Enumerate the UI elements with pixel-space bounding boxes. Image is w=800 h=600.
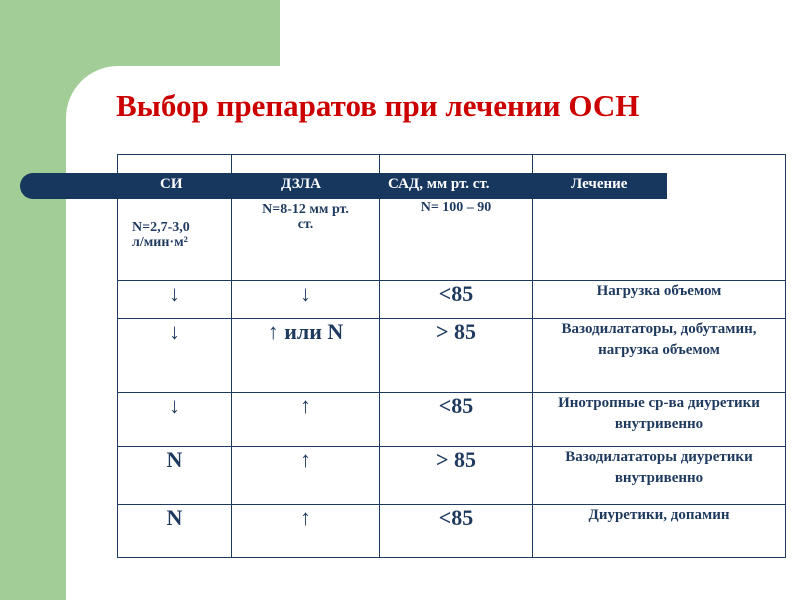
table-row: [118, 505, 786, 558]
table-row: [118, 281, 786, 319]
sad-norm: N= 100 – 90: [420, 200, 492, 215]
cell-sad: <85: [380, 393, 533, 447]
cell-sad: <85: [380, 505, 533, 558]
cell-dzla: ↓: [232, 281, 380, 319]
dzla-norm-line1: N=8-12 мм рт.: [262, 202, 349, 217]
si-norm-line1: N=2,7-3,0: [132, 220, 190, 235]
table-row: [118, 393, 786, 447]
cell-si: N: [118, 505, 232, 558]
cell-dzla: ↑: [232, 505, 380, 558]
header-label-dzla: ДЗЛА: [281, 176, 321, 192]
cell-si: ↓: [118, 393, 232, 447]
si-norm-line2: л/мин·м²: [132, 234, 188, 250]
table-row: [118, 447, 786, 505]
cell-sad: > 85: [380, 319, 533, 393]
cell-treatment: Вазодилататоры, добутамин, нагрузка объемом: [533, 319, 786, 393]
cell-treatment: Диуретики, допамин: [533, 505, 786, 558]
cell-sad: > 85: [380, 447, 533, 505]
cell-treatment: Нагрузка объемом: [533, 281, 786, 319]
cell-dzla: ↑ или N: [232, 319, 380, 393]
page-title: Выбор препаратов при лечении ОСН: [116, 88, 640, 123]
cell-si: N: [118, 447, 232, 505]
si-norm: [118, 155, 231, 250]
cell-sad: <85: [380, 281, 533, 319]
header-label-treatment: Лечение: [571, 176, 628, 192]
cell-treatment: Вазодилататоры диуретики внутривенно: [533, 447, 786, 505]
cell-treatment: Инотропные ср-ва диуретики внутривенно: [533, 393, 786, 447]
table-row: [118, 319, 786, 393]
header-label-si: СИ: [160, 176, 183, 192]
cell-si: ↓: [118, 319, 232, 393]
cell-dzla: ↑: [232, 447, 380, 505]
header-bar: [20, 173, 667, 199]
treatment-table: [117, 154, 786, 558]
dzla-norm-line2: ст.: [297, 216, 314, 232]
header-label-sad: САД, мм рт. ст.: [388, 176, 490, 192]
cell-dzla: ↑: [232, 393, 380, 447]
cell-si: ↓: [118, 281, 232, 319]
